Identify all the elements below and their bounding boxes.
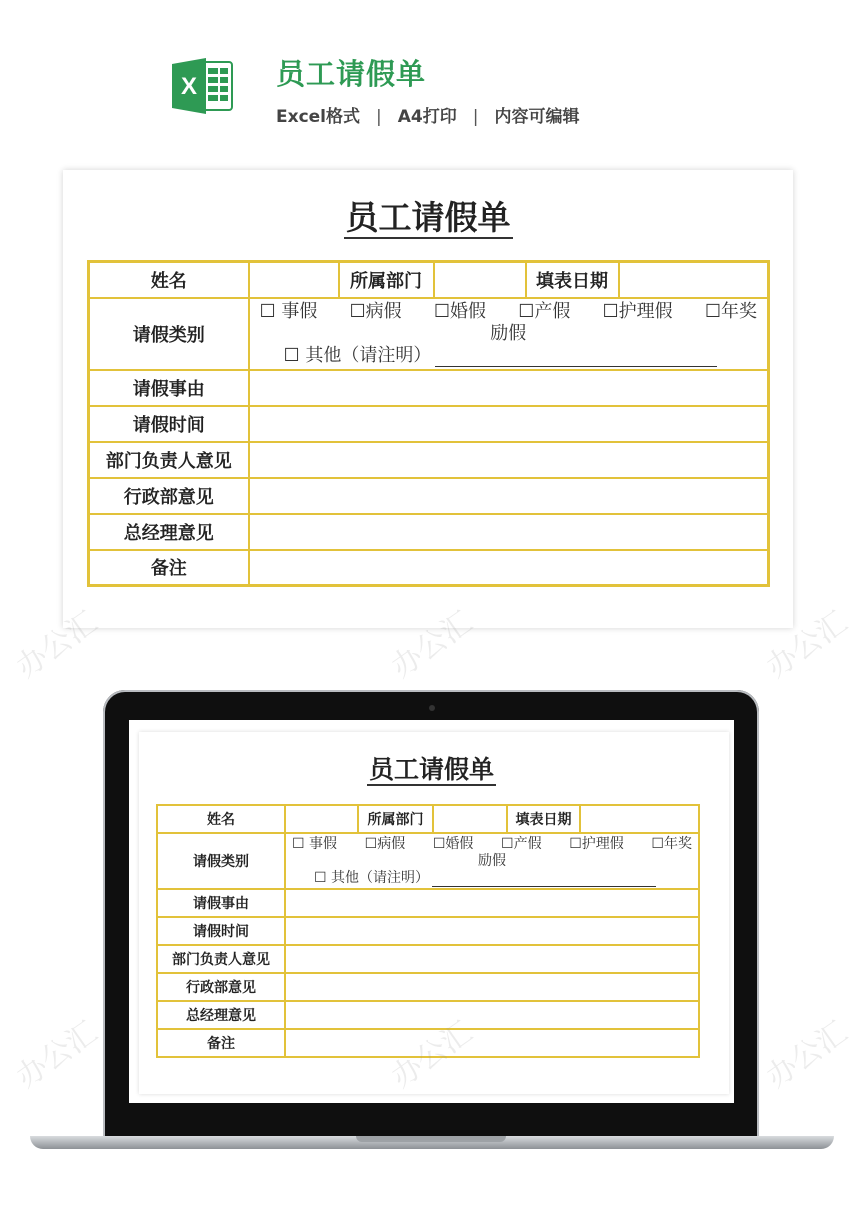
svg-text:X: X <box>180 73 198 100</box>
screen-time-field <box>285 917 699 945</box>
screen-fill-date-field <box>580 805 699 833</box>
screen-option-annual: ☐年奖 <box>651 835 692 852</box>
form-title: 员工请假单 <box>345 198 511 237</box>
screen-option-maternity: ☐产假 <box>501 835 542 852</box>
name-label: 姓名 <box>89 262 249 298</box>
screen-remark-label: 备注 <box>157 1029 285 1057</box>
screen-department-field <box>433 805 507 833</box>
screen-option-marriage: ☐婚假 <box>432 835 474 852</box>
screen-admin-label: 行政部意见 <box>157 973 285 1001</box>
laptop-notch <box>356 1136 506 1142</box>
screen-reason-label: 请假事由 <box>157 889 285 917</box>
screen-dept-head-label: 部门负责人意见 <box>157 945 285 973</box>
time-label: 请假时间 <box>89 406 249 442</box>
screen-other-blank-line <box>432 886 656 887</box>
laptop-screen <box>129 720 734 1103</box>
meta-editable: 内容可编辑 <box>494 107 580 127</box>
format-info: Excel格式 | A4打印 | 内容可编辑 <box>276 107 580 127</box>
screen-fill-date-label: 填表日期 <box>507 805 580 833</box>
screen-name-field <box>285 805 358 833</box>
fill-date-label: 填表日期 <box>526 262 619 298</box>
screen-gm-label: 总经理意见 <box>157 1001 285 1029</box>
watermark: 办公汇 <box>10 1014 104 1096</box>
screen-gm-field <box>285 1001 699 1029</box>
option-other[interactable]: ☐ 其他（请注明） <box>283 344 432 366</box>
screen-option-nursing: ☐护理假 <box>569 835 624 852</box>
screen-remark-field <box>285 1029 699 1057</box>
option-marriage[interactable]: ☐婚假 <box>433 300 487 322</box>
screen-department-label: 所属部门 <box>358 805 433 833</box>
screen-time-label: 请假时间 <box>157 917 285 945</box>
page-title: 员工请假单 <box>276 57 427 91</box>
name-field[interactable] <box>249 262 339 298</box>
option-sick[interactable]: ☐病假 <box>349 300 402 322</box>
screen-admin-field <box>285 973 699 1001</box>
screen-name-label: 姓名 <box>157 805 285 833</box>
screen-option-personal: ☐ 事假 <box>292 835 338 852</box>
screen-dept-head-field <box>285 945 699 973</box>
option-annual[interactable]: ☐年奖 <box>704 300 757 322</box>
option-personal[interactable]: ☐ 事假 <box>259 300 318 322</box>
time-field[interactable] <box>249 406 769 442</box>
option-annual-cont: 励假 <box>490 322 527 344</box>
screen-option-other: ☐ 其他（请注明） <box>314 869 430 886</box>
reason-label: 请假事由 <box>89 370 249 406</box>
meta-format: Excel格式 <box>276 107 361 127</box>
watermark: 办公汇 <box>760 1014 854 1096</box>
remark-label: 备注 <box>89 550 249 586</box>
screen-leave-form-table <box>156 804 700 1058</box>
gm-field[interactable] <box>249 514 769 550</box>
meta-print: A4打印 <box>397 107 457 127</box>
screen-option-sick: ☐病假 <box>364 835 406 852</box>
screen-reason-field <box>285 889 699 917</box>
option-maternity[interactable]: ☐产假 <box>518 300 571 322</box>
camera-icon <box>429 705 435 711</box>
option-nursing[interactable]: ☐护理假 <box>602 300 673 322</box>
other-blank-line[interactable] <box>435 366 717 367</box>
watermark: 办公汇 <box>760 604 854 686</box>
gm-label: 总经理意见 <box>89 514 249 550</box>
screen-leave-type-options <box>285 833 699 889</box>
watermark: 办公汇 <box>385 604 479 686</box>
leave-form-table <box>87 260 770 587</box>
form-preview-card <box>63 170 793 628</box>
screen-form-title: 员工请假单 <box>368 755 494 784</box>
dept-head-field[interactable] <box>249 442 769 478</box>
fill-date-field[interactable] <box>619 262 769 298</box>
admin-label: 行政部意见 <box>89 478 249 514</box>
screen-leave-type-label: 请假类别 <box>157 833 285 889</box>
remark-field[interactable] <box>249 550 769 586</box>
leave-type-options <box>249 298 769 370</box>
leave-type-label: 请假类别 <box>89 298 249 370</box>
reason-field[interactable] <box>249 370 769 406</box>
admin-field[interactable] <box>249 478 769 514</box>
screen-option-annual-cont: 励假 <box>478 852 506 869</box>
excel-logo-icon <box>172 56 234 116</box>
dept-head-label: 部门负责人意见 <box>89 442 249 478</box>
department-field[interactable] <box>434 262 526 298</box>
watermark: 办公汇 <box>10 604 104 686</box>
department-label: 所属部门 <box>339 262 434 298</box>
